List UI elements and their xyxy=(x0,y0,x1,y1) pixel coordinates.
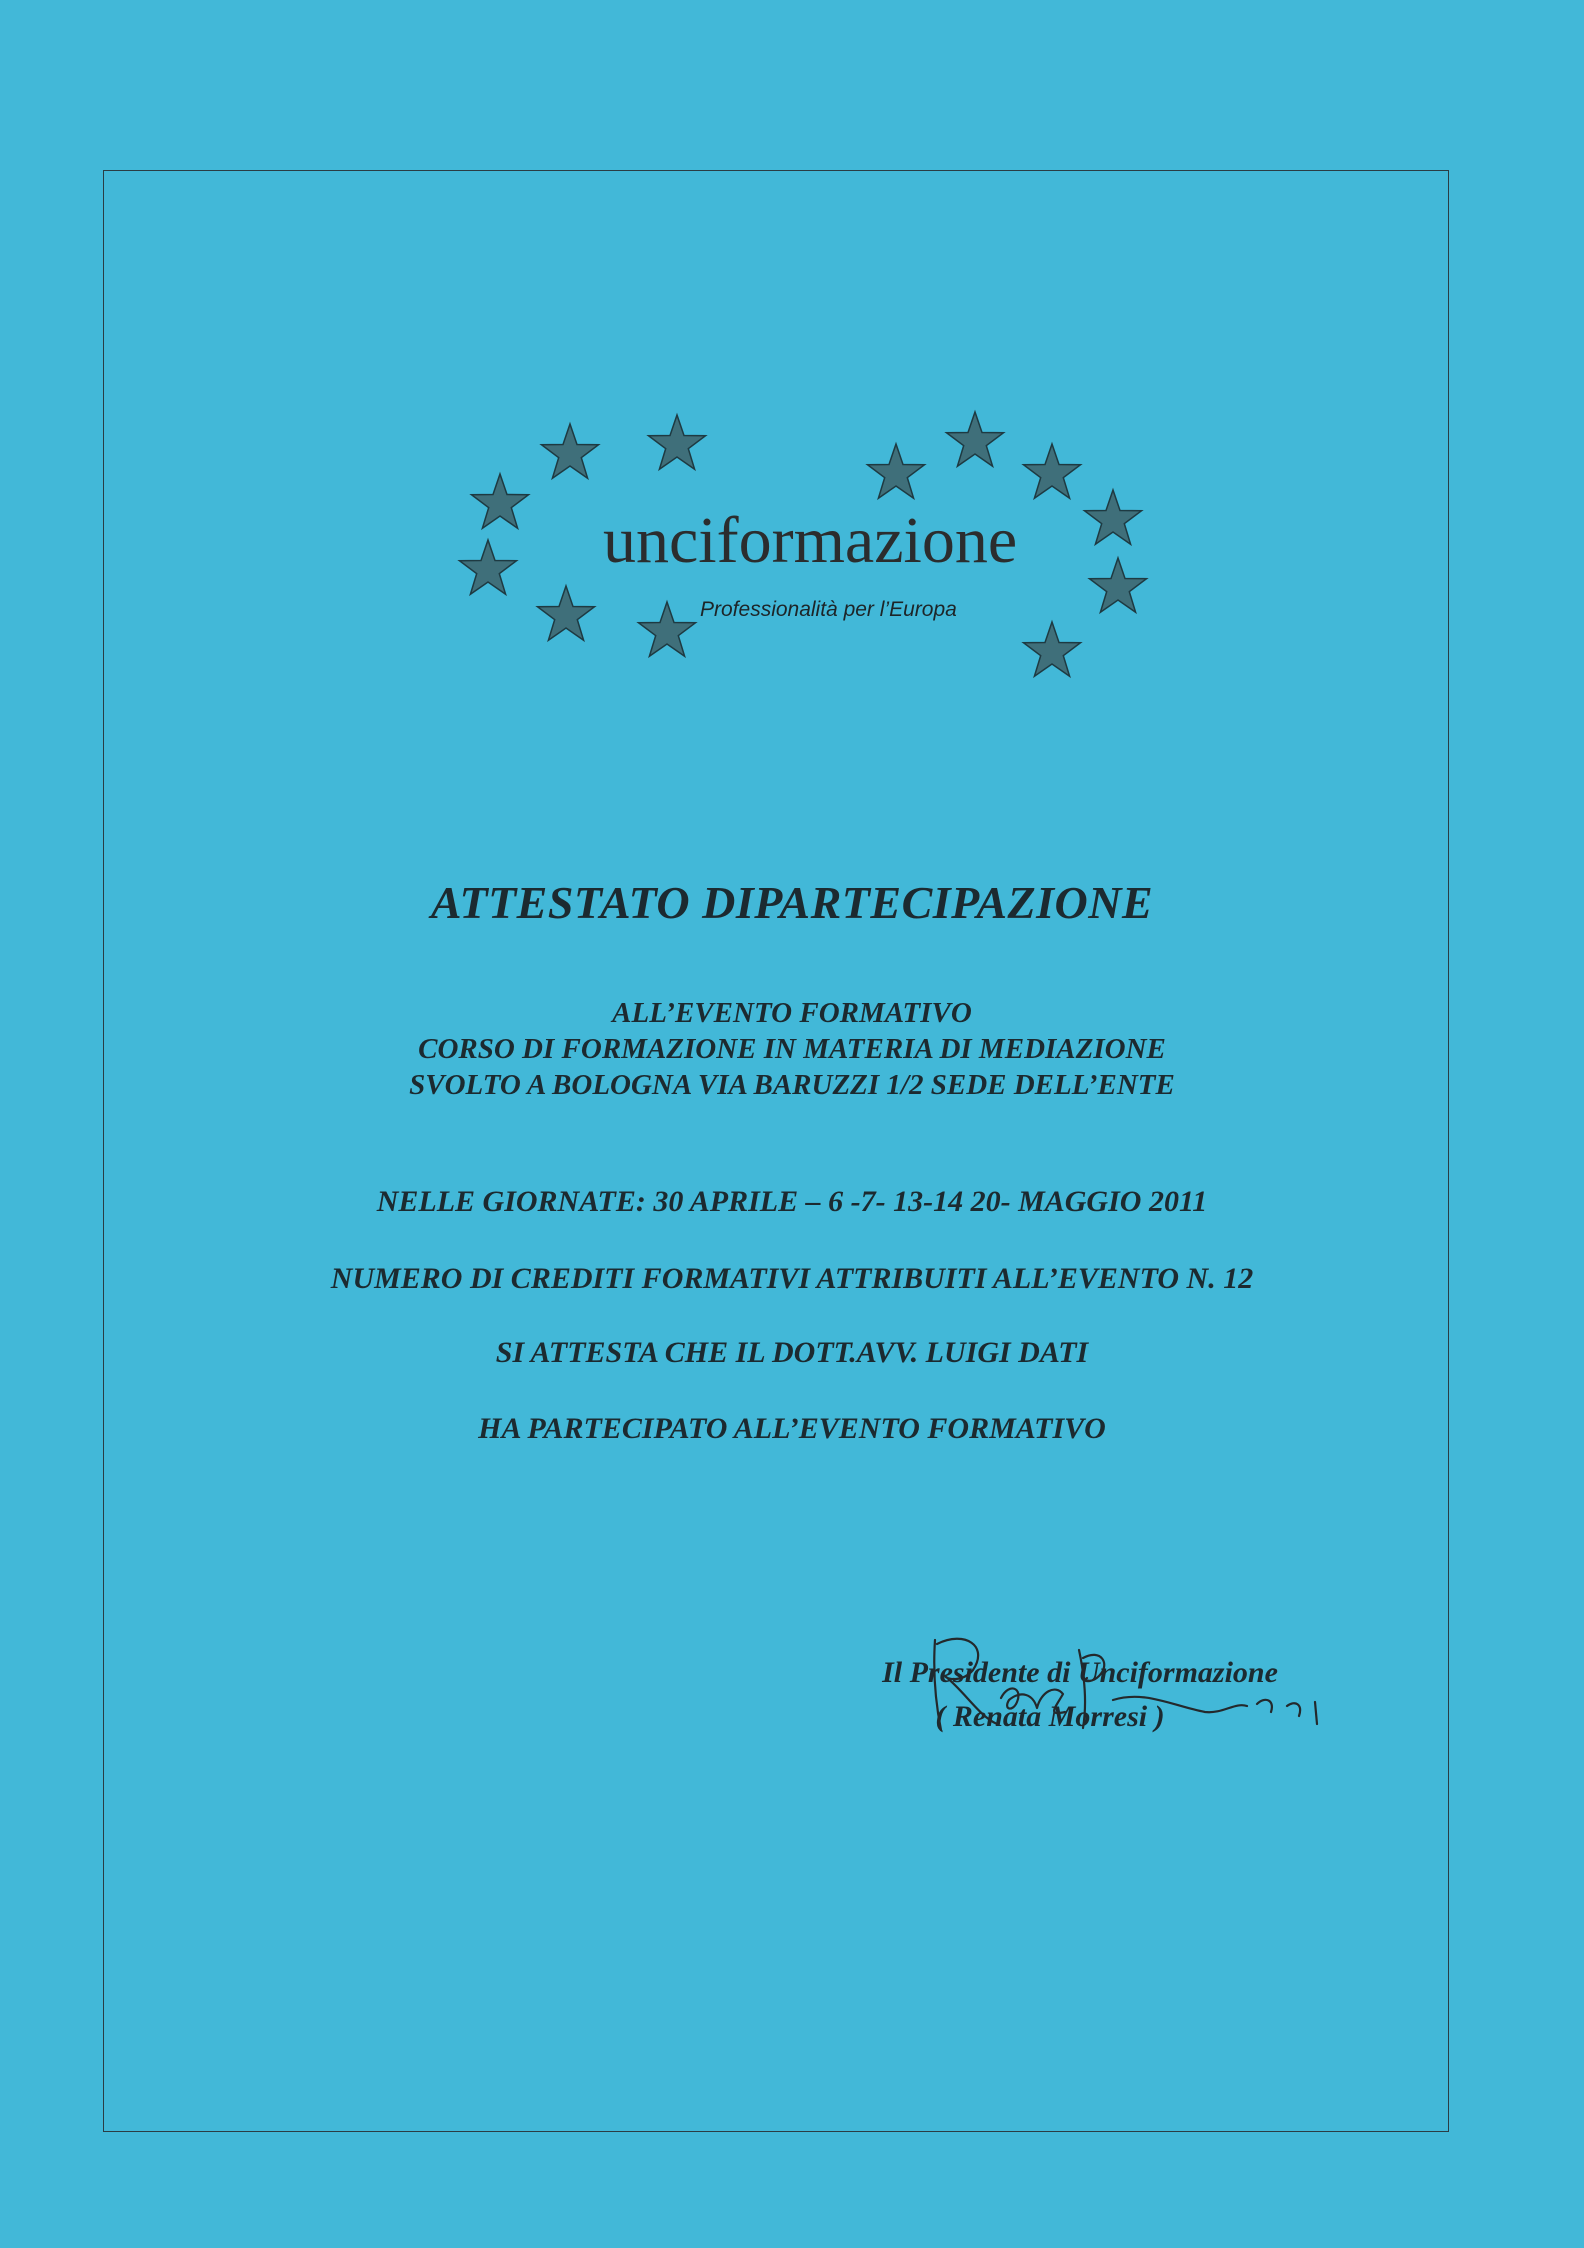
participation-line: HA PARTECIPATO ALL’EVENTO FORMATIVO xyxy=(478,1412,1106,1445)
attestation-line: SI ATTESTA CHE IL DOTT.AVV. LUIGI DATI xyxy=(495,1336,1089,1369)
star-icon xyxy=(1024,622,1081,676)
event-dates: NELLE GIORNATE: 30 APRILE – 6 -7- 13-14 20- MAGGIO 2011 xyxy=(376,1185,1208,1218)
star-icon xyxy=(639,602,696,656)
star-icon xyxy=(472,474,529,528)
credits-line: NUMERO DI CREDITI FORMATIVI ATTRIBUITI ALL’EVENTO N. 12 xyxy=(330,1262,1254,1295)
certificate-title: ATTESTATO DIPARTECIPAZIONE xyxy=(430,877,1154,928)
star-icon xyxy=(460,540,517,594)
star-icon xyxy=(947,412,1004,466)
event-line: CORSO DI FORMAZIONE IN MATERIA DI MEDIAZIONE xyxy=(418,1033,1166,1065)
event-line: ALL’EVENTO FORMATIVO xyxy=(612,997,972,1029)
handwritten-signature xyxy=(905,1620,1345,1750)
star-icon xyxy=(1024,444,1081,498)
signatory-name: ( Renata Morresi ) xyxy=(935,1700,1165,1733)
star-icon xyxy=(542,424,599,478)
logo-wordmark: unciformazione xyxy=(603,504,1018,577)
logo xyxy=(430,390,1190,710)
star-icon xyxy=(1085,490,1142,544)
star-icon xyxy=(649,415,706,469)
event-line: SVOLTO A BOLOGNA VIA BARUZZI 1/2 SEDE DELL’ENTE xyxy=(409,1069,1175,1101)
logo-tagline: Professionalità per l’Europa xyxy=(700,598,957,621)
signatory-role: Il Presidente di Unciformazione xyxy=(882,1656,1278,1689)
star-icon xyxy=(1090,558,1147,612)
star-icon xyxy=(538,586,595,640)
star-icon xyxy=(868,444,925,498)
